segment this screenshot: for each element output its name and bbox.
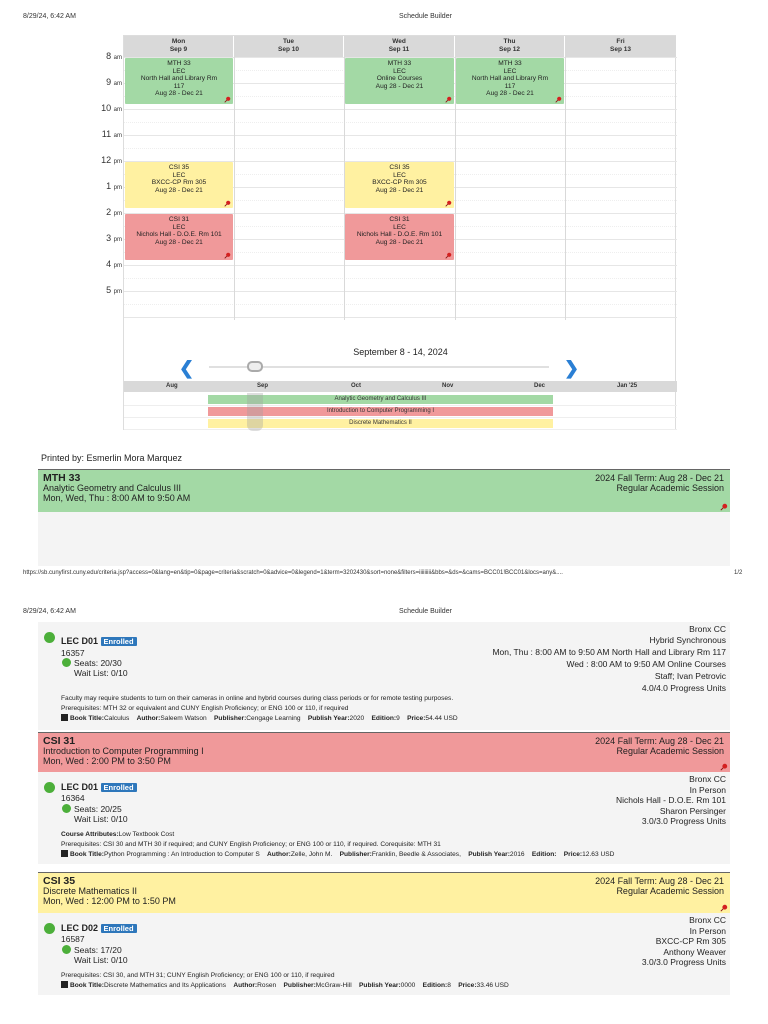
hour-gridline xyxy=(124,109,677,110)
timeline-month-label: Jan '25 xyxy=(617,383,638,389)
meeting-1: Mon, Thu : 8:00 AM to 9:50 AM North Hall and Library Rm 117 xyxy=(492,647,726,657)
footer-url: https://sb.cunyfirst.cuny.edu/criteria.jsp?access=0&lang=en&tip=0&page=criteria&scratch=0&advice=0&legend=1&term=3202430&sort=none&filters=iiiiiiiii&bbs=&ds=&cams=BCC01!BCC01&locs=any&.... xyxy=(23,570,563,576)
course-mth33 xyxy=(38,469,730,566)
prerequisites: Prerequisites: MTH 32 or equivalent and CUNY English Proficiency; or ENG 100 or 110, if required xyxy=(61,705,349,712)
status-dot-icon xyxy=(62,804,71,813)
print-title: Schedule Builder xyxy=(399,13,452,20)
hour-label: 8 am xyxy=(106,51,122,61)
units: 3.0/3.0 Progress Units xyxy=(641,957,726,967)
course-csi35 xyxy=(38,872,730,995)
section-label: LEC D01 xyxy=(61,636,99,646)
timeline-month-label: Nov xyxy=(442,383,454,389)
hour-gridline xyxy=(124,265,677,266)
course-header[interactable] xyxy=(38,732,730,772)
instructor: Anthony Weaver xyxy=(663,946,726,957)
day-header-fri: Fri Sep 13 xyxy=(565,36,677,57)
day-header-thu: Thu Sep 12 xyxy=(455,36,565,57)
day-header-wed: Wed Sep 11 xyxy=(344,36,455,57)
room: BXCC-CP Rm 305 xyxy=(655,936,726,946)
book-info: Book Title:Discrete Mathematics and Its Applications Author:Rosen Publisher:McGraw-Hill Publish Year:0000 Edition:8 Price:33.46 USD xyxy=(61,981,731,991)
course-note: Faculty may require students to turn on their cameras in online and hybrid courses during class periods or for remote testing purposes. xyxy=(61,695,454,702)
status-dot-icon xyxy=(44,782,55,793)
course-csi31 xyxy=(38,732,730,864)
half-hour-gridline xyxy=(124,304,677,305)
calendar-event-mth33[interactable]: MTH 33 LEC North Hall and Library Rm 117 Aug 28 - Dec 21 xyxy=(456,58,564,104)
timeline-row xyxy=(124,417,677,430)
instruction-mode: Hybrid Synchronous xyxy=(649,634,726,645)
course-session: Regular Academic Session xyxy=(616,483,724,493)
week-slider-knob[interactable] xyxy=(247,361,263,372)
timeline-month-label: Aug xyxy=(166,383,178,389)
week-range-label: September 8 - 14, 2024 xyxy=(353,347,448,357)
timeline-month-label: Dec xyxy=(534,383,546,389)
book-icon xyxy=(61,714,68,721)
course-details-placeholder xyxy=(38,512,730,566)
print-title-2: Schedule Builder xyxy=(399,608,452,615)
hour-label: 11 am xyxy=(101,129,122,139)
timeline-month-label: Oct xyxy=(351,383,362,389)
course-term: 2024 Fall Term: Aug 28 - Dec 21 xyxy=(595,876,724,886)
book-icon xyxy=(61,850,68,857)
chevron-left-icon[interactable]: ❮ xyxy=(179,358,195,378)
pin-icon[interactable] xyxy=(224,96,231,103)
course-code: CSI 35 xyxy=(43,875,76,887)
chevron-right-icon[interactable]: ❯ xyxy=(564,358,580,378)
course-header[interactable] xyxy=(38,872,730,913)
book-info: Book Title:Python Programming : An Introduction to Computer S Author:Zelle, John M. Publisher:Franklin, Beedle & Associates, Publish Year:2016 Edition: Price:12.63 USD xyxy=(61,850,731,860)
course-title: Introduction to Computer Programming I xyxy=(43,746,204,756)
instructor: Staff; Ivan Petrovic xyxy=(654,670,726,681)
page-number: 1/2 xyxy=(734,570,743,576)
course-code: MTH 33 xyxy=(43,472,81,484)
units: 3.0/3.0 Progress Units xyxy=(641,816,726,826)
seats: Seats: 17/20 xyxy=(74,945,122,955)
hour-label: 2 pm xyxy=(106,207,122,217)
pin-icon[interactable] xyxy=(720,904,728,912)
timeline-course-bar[interactable]: Discrete Mathematics II xyxy=(208,419,553,428)
hour-label: 5 pm xyxy=(106,285,122,295)
hour-gridline xyxy=(124,317,677,318)
class-number: 16364 xyxy=(61,793,85,803)
instruction-mode: In Person xyxy=(689,925,726,936)
pin-icon[interactable] xyxy=(445,252,452,259)
timeline-month-label: Sep xyxy=(257,383,269,389)
hour-label: 1 pm xyxy=(106,181,122,191)
campus: Bronx CC xyxy=(689,915,726,925)
pin-icon[interactable] xyxy=(445,200,452,207)
timeline-course-bar[interactable]: Analytic Geometry and Calculus III xyxy=(208,395,553,404)
course-title: Analytic Geometry and Calculus III xyxy=(43,483,182,493)
calendar-event-csi35[interactable]: CSI 35 LEC BXCC-CP Rm 305 Aug 28 - Dec 21 xyxy=(345,162,454,208)
enrolled-badge: Enrolled xyxy=(101,783,137,792)
meeting-2: Wed : 8:00 AM to 9:50 AM Online Courses xyxy=(566,659,726,669)
class-number: 16587 xyxy=(61,934,85,944)
calendar-event-mth33[interactable]: MTH 33 LEC Online Courses Aug 28 - Dec 21 xyxy=(345,58,454,104)
seats: Seats: 20/25 xyxy=(74,804,122,814)
hour-gridline xyxy=(124,291,677,292)
course-session: Regular Academic Session xyxy=(616,886,724,896)
calendar-event-csi31[interactable]: CSI 31 LEC Nichols Hall - D.O.E. Rm 101 Aug 28 - Dec 21 xyxy=(345,214,454,260)
status-dot-icon xyxy=(44,632,55,643)
pin-icon[interactable] xyxy=(445,96,452,103)
section-label: LEC D02 xyxy=(61,923,99,933)
half-hour-gridline xyxy=(124,122,677,123)
course-attributes: Course Attributes:Low Textbook Cost xyxy=(61,831,175,838)
course-schedule: Mon, Wed, Thu : 8:00 AM to 9:50 AM xyxy=(43,493,191,503)
course-title: Discrete Mathematics II xyxy=(43,886,138,896)
status-dot-icon xyxy=(62,945,71,954)
waitlist: Wait List: 0/10 xyxy=(74,814,128,824)
timeline-month-header xyxy=(124,381,677,392)
half-hour-gridline xyxy=(124,278,677,279)
enrolled-badge: Enrolled xyxy=(101,637,137,646)
day-header-tue: Tue Sep 10 xyxy=(234,36,344,57)
units: 4.0/4.0 Progress Units xyxy=(641,682,726,693)
pin-icon[interactable] xyxy=(720,763,728,771)
status-dot-icon xyxy=(44,923,55,934)
course-code: CSI 31 xyxy=(43,735,76,747)
prerequisites: Prerequisites: CSI 30 and MTH 30 if required; and CUNY English Proficiency; or ENG 100 or 110, if required. Corequisite: MTH 31 xyxy=(61,841,441,848)
campus: Bronx CC xyxy=(689,774,726,784)
print-datetime: 8/29/24, 6:42 AM xyxy=(23,13,76,20)
hour-label: 10 am xyxy=(101,103,122,113)
course-header[interactable] xyxy=(38,469,730,512)
pin-icon[interactable] xyxy=(224,252,231,259)
calendar-event-csi31[interactable]: CSI 31 LEC Nichols Hall - D.O.E. Rm 101 Aug 28 - Dec 21 xyxy=(125,214,233,260)
course-session: Regular Academic Session xyxy=(616,746,724,756)
hour-label: 12 pm xyxy=(101,155,122,165)
course-schedule: Mon, Wed : 2:00 PM to 3:50 PM xyxy=(43,756,171,766)
hour-label: 9 am xyxy=(106,77,122,87)
section-label: LEC D01 xyxy=(61,782,99,792)
day-divider xyxy=(234,57,235,320)
prerequisites: Prerequisites: CSI 30, and MTH 31; CUNY English Proficiency; or ENG 100 or 110, if required xyxy=(61,972,335,979)
timeline-course-bar[interactable]: Introduction to Computer Programming I xyxy=(208,407,553,416)
campus: Bronx CC xyxy=(689,624,726,634)
print-datetime-2: 8/29/24, 6:42 AM xyxy=(23,608,76,615)
instructor: Sharon Persinger xyxy=(659,805,726,816)
calendar-event-csi35[interactable]: CSI 35 LEC BXCC-CP Rm 305 Aug 28 - Dec 21 xyxy=(125,162,233,208)
course-term: 2024 Fall Term: Aug 28 - Dec 21 xyxy=(595,736,724,746)
hour-label: 4 pm xyxy=(106,259,122,269)
instruction-mode: In Person xyxy=(689,784,726,795)
half-hour-gridline xyxy=(124,148,677,149)
class-number: 16357 xyxy=(61,648,85,658)
pin-icon[interactable] xyxy=(720,503,728,511)
day-header-mon: Mon Sep 9 xyxy=(124,36,234,57)
timeline-current-week-marker xyxy=(247,393,263,431)
weekly-calendar xyxy=(123,35,676,430)
day-divider xyxy=(565,57,566,320)
enrolled-badge: Enrolled xyxy=(101,924,137,933)
hour-gridline xyxy=(124,135,677,136)
course-mth33-details xyxy=(38,622,730,730)
hour-label: 3 pm xyxy=(106,233,122,243)
book-info: Book Title:Calculus Author:Saleem Watson Publisher:Cengage Learning Publish Year:2020 Edition:9 Price:54.44 USD xyxy=(61,714,721,724)
status-dot-icon xyxy=(62,658,71,667)
room: Nichols Hall - D.O.E. Rm 101 xyxy=(615,795,726,805)
book-icon xyxy=(61,981,68,988)
course-schedule: Mon, Wed : 12:00 PM to 1:50 PM xyxy=(43,896,176,906)
waitlist: Wait List: 0/10 xyxy=(74,955,128,965)
calendar-event-mth33[interactable]: MTH 33 LEC North Hall and Library Rm 117 Aug 28 - Dec 21 xyxy=(125,58,233,104)
pin-icon[interactable] xyxy=(555,96,562,103)
seats: Seats: 20/30 xyxy=(74,658,122,668)
pin-icon[interactable] xyxy=(224,200,231,207)
printed-by: Printed by: Esmerlin Mora Marquez xyxy=(41,453,183,463)
course-term: 2024 Fall Term: Aug 28 - Dec 21 xyxy=(595,473,724,483)
waitlist: Wait List: 0/10 xyxy=(74,668,128,678)
